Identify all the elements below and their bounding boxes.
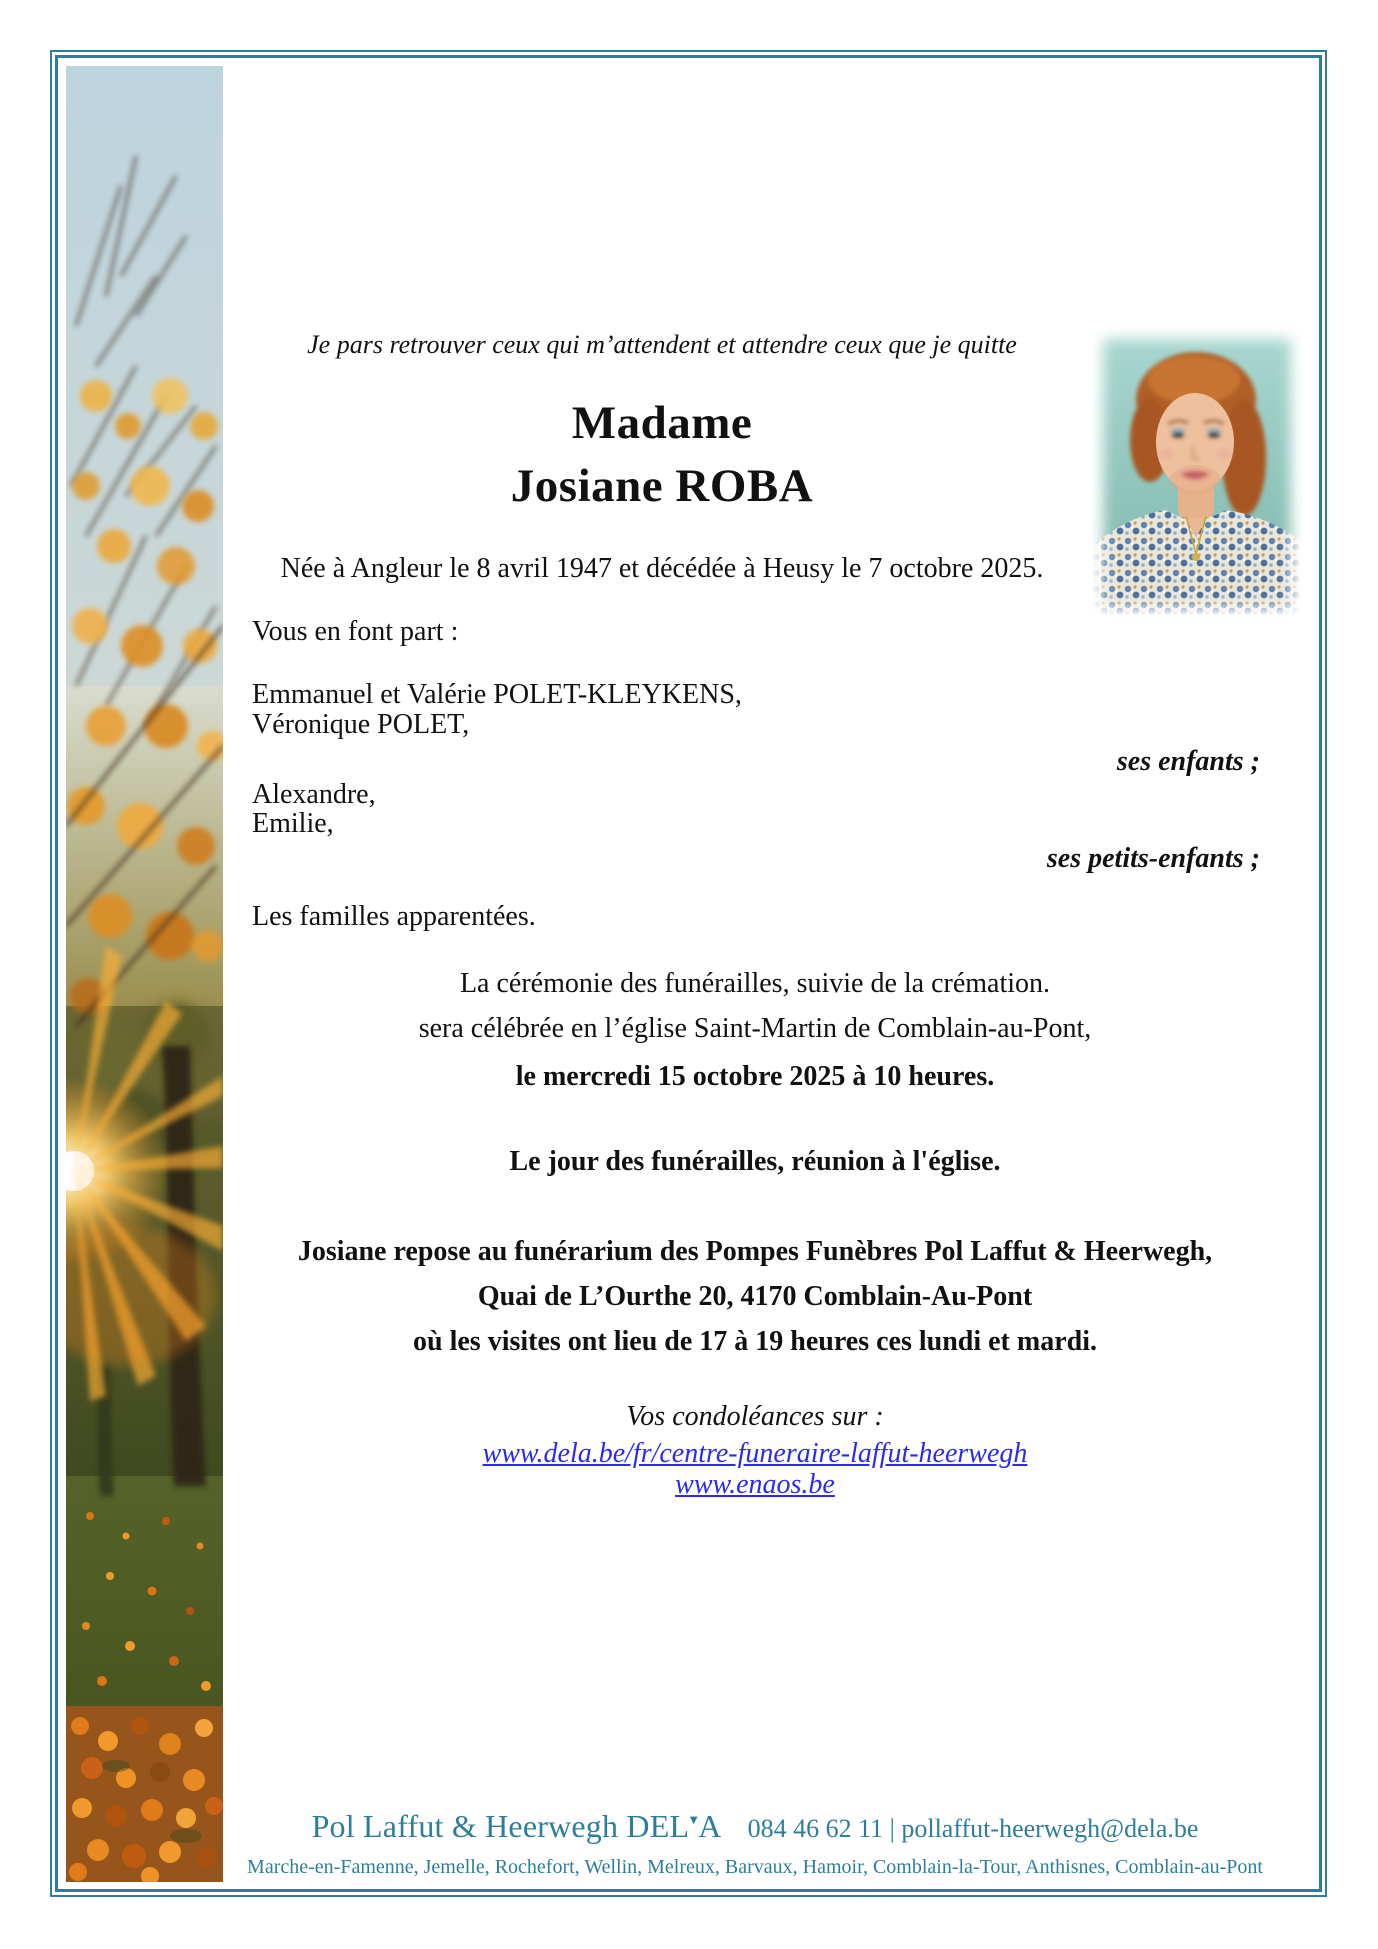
deceased-portrait xyxy=(1092,328,1302,618)
funeral-home-logo xyxy=(312,1808,722,1844)
enaos-link[interactable]: www.enaos.be xyxy=(675,1469,835,1500)
dela-triangle-icon: ▼ xyxy=(687,1812,701,1827)
visits-line: où les visites ont lieu de 17 à 19 heures ces lundi et mardi. xyxy=(413,1326,1097,1357)
footer-locations: Marche-en-Famenne, Jemelle, Rochefort, Wellin, Melreux, Barvaux, Hamoir, Comblain-la-Tour, Anthisnes, Comblain-au-Pont xyxy=(247,1856,1263,1878)
repose-address-line: Quai de L’Ourthe 20, 4170 Comblain-Au-Pont xyxy=(477,1281,1033,1312)
condolences-link-1-row xyxy=(190,1438,1320,1470)
children-label: ses enfants ; xyxy=(1116,746,1260,777)
grandchild-line: Alexandre, xyxy=(252,779,376,810)
epitaph: Je pars retrouver ceux qui m’attendent et attendre ceux que je quitte xyxy=(307,330,1017,359)
gathering-line: Le jour des funérailles, réunion à l'église. xyxy=(509,1146,1001,1177)
dela-logo: DEL▼A xyxy=(626,1808,722,1844)
grandchildren-label: ses petits-enfants ; xyxy=(1046,843,1260,874)
ceremony-line-2: sera célébrée en l’église Saint-Martin de Comblain-au-Pont, xyxy=(418,1013,1092,1044)
footer-contact: 084 46 62 11 | pollaffut-heerwegh@dela.be xyxy=(747,1814,1199,1843)
ceremony-date-line: le mercredi 15 octobre 2025 à 10 heures. xyxy=(515,1061,995,1092)
announcement-intro: Vous en font part : xyxy=(252,616,459,647)
title-madame: Madame xyxy=(571,397,753,449)
condolences-label: Vos condoléances sur : xyxy=(626,1401,884,1432)
deceased-name: Josiane ROBA xyxy=(510,460,814,512)
portrait-photo xyxy=(1092,328,1302,618)
repose-line-1: Josiane repose au funérarium des Pompes Funèbres Pol Laffut & Heerwegh, xyxy=(297,1236,1213,1267)
families-line: Les familles apparentées. xyxy=(252,901,536,932)
child-line: Emmanuel et Valérie POLET-KLEYKENS, xyxy=(252,679,742,710)
condolences-link-2-row xyxy=(190,1469,1320,1501)
birth-death-line: Née à Angleur le 8 avril 1947 et décédée à Heusy le 7 octobre 2025. xyxy=(280,553,1044,584)
funeral-home-name: Pol Laffut & Heerwegh xyxy=(311,1808,627,1844)
dela-condolences-link[interactable]: www.dela.be/fr/centre-funeraire-laffut-heerwegh xyxy=(482,1438,1028,1469)
grandchild-line: Emilie, xyxy=(252,808,334,839)
child-line: Véronique POLET, xyxy=(252,709,470,740)
ceremony-line-1: La cérémonie des funérailles, suivie de la crémation. xyxy=(459,968,1051,999)
footer-brand-row xyxy=(190,1808,1320,1845)
